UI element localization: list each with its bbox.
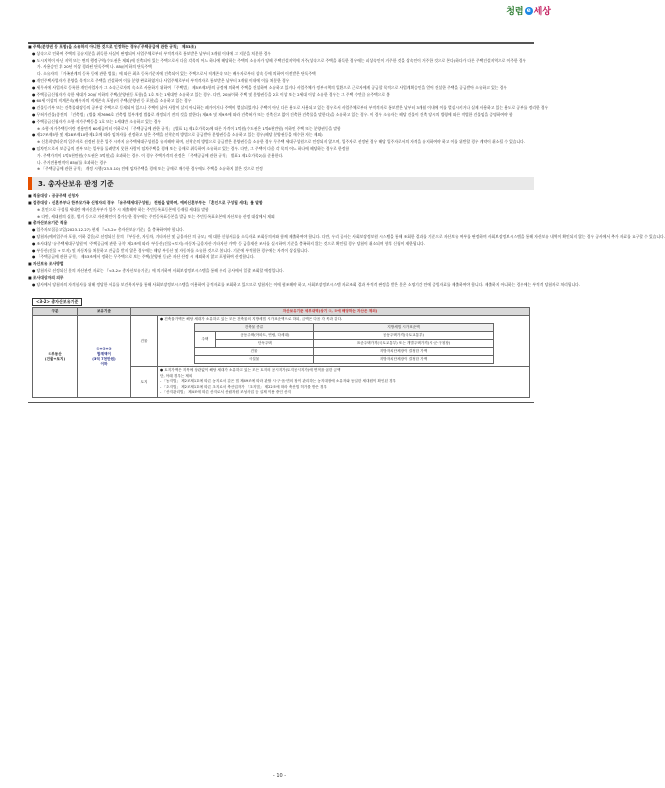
table-header: 자산보유기준 세부내역(상기 ①, ②에 해당하는 자산은 제외) — [131, 308, 530, 316]
text-line: ● 주택공급신청자가 소형·저가주택등을 1호 또는 1세대만 소유하고 있는 경우 — [32, 118, 162, 124]
sub-category-building: 건물 — [131, 316, 158, 367]
text-line: 나. 주거전용면적이 85㎡를 초과하는 경우 — [37, 159, 107, 165]
inner-cell: 표준주택가격(국토교통부) 또는 개별주택가격(시·군·구청장) — [314, 340, 493, 348]
logo-text-2: 세상 — [533, 7, 551, 17]
text-line: ● 당첨자(예비입주자 포함, 이하 같음)로 선정되신 분의 『부동산, 자동차, 기타자산 및 금융자산 의 규모』에 대한 신청서류를 소득자료 조회동의서와 함께 제출하여야 합니다. 다만, 우리 공사는 사회보장정보원 시스템을 통해 조회한 결과를 기준으로 자산보유 여부를 판정하며 사회보장정보시스템을 통해 자산보유 내역이 확인되지 않는 경우 공사에서 추가 자료를 요구할 수 있습니다. — [32, 233, 665, 239]
land-detail-cell — [158, 367, 530, 398]
text-line: ● 60세 이상의 직계존속(배우자의 직계존속 포함)이 주택(분양권 등 포함)을 소유하고 있는 경우 — [32, 98, 192, 104]
asset-table — [32, 307, 530, 398]
text-line: ● 제27조제5항 및 제28조제10항제1호에 따라 임차자를 선정하고 남은 주택을 선착순의 방법으로 공급받아 분양권등을 소유하고 있는 경우(해당 분양권등을 매수한 자는 제외) — [32, 132, 323, 138]
text-line: ● 당사에서 당첨자의 자격심사를 위해 정당한 서류를 보건복지부를 통해 사회보장정보시스템을 이용하여 공적자료를 조회하고 있으므로 당첨자는 이에 협조해야 하고, 사회보장정보시스템 자료조회 결과 부적격 판정을 받은 분은 소명기간 안에 증빙자료를 제출하여야 합니다. 제출하지 아니하는 경우에는 부적격 당첨자로 처리됩니다. — [32, 281, 580, 287]
section-number: 3. — [38, 179, 46, 188]
building-note: ● 건축물가액은 해당 세대가 소유하고 있는 모든 건축물의 지방세법 시가표준액으로 하되, 금액은 다음 각 목과 같다. — [160, 317, 343, 322]
text-line: ※ 신혼희망타운의 입주자로 선정된 분은 입주 시까지 유주택세대구성원을 유지해야 하며, 선착순의 방법으로 공급받은 분양권등을 소유한 경우 무주택 세대구성원으로 인정되지 않으며, 입주자로 선정된 경우 해당 입주자로서의 자격을 유지하여야 하고 이를 위반할 경우 계약이 취소될 수 있습니다. — [37, 139, 525, 145]
inner-cell: 지방자치단체장이 결정한 가액 — [314, 356, 493, 364]
text-line: ● 당첨자로 선정되신 분의 자산관련 자료는 『<3-2> 총자산보유기준』에 의거하여 사회보장정보시스템을 통해 우리 공사에서 일괄 조회할 예정입니다. — [32, 267, 284, 273]
land-line: - 「농지법」 제2조제1호에 따른 농지로서 같은 법 제49조에 따라 관할 시·구·읍·면의 장이 관리하는 농지대장에 소유자와 동일한 세대원이 확인된 경우 — [160, 379, 397, 384]
text-line: ● 입주자모집공고일(2023.12.27) 현재 『<3-2> 총자산보유기준』을 충족하여야 합니다. — [32, 227, 184, 233]
inner-header: 지방세법 시가표준액 — [314, 324, 493, 332]
text-line: ● 「주택공급에 관한 규칙」 제53조에서 정하는 무주택으로 보는 주택(분양권 등)은 자산 산정 시 제외하지 않고 포함하여 산정합니다. — [32, 254, 255, 260]
text-line: ※ 소형·저가주택등이란 전용면적 60제곱미터 이하로서 「주택공급에 관한 규칙」 [별표 1] 제1호가목2)에 따른 가격이 1억원(수도권은 1억6천만원) 이하인 주택 또는 분양권등을 말함 — [37, 125, 341, 131]
inner-cell: 단독주택 — [216, 340, 314, 348]
table-header: 구분 — [33, 308, 78, 316]
building-detail-cell — [158, 316, 530, 367]
inner-header: 건축물 종류 — [194, 324, 314, 332]
section-header — [28, 177, 534, 190]
land-line: - 「산지관리법」 제4조에 따른 산지로서 산림자원 조성사업 등 실제 이용 중인 산지 — [160, 390, 291, 395]
land-line: ● 토지가액은 지목에 상관없이 해당 세대가 소유하고 있는 모든 토지의 공시지가(토지공시지가)에 면적을 곱한 금액 — [160, 368, 341, 373]
table-header: 보유기준 — [78, 308, 131, 316]
text-line: 가. 주택가격이 1억5천만원(수도권은 3억원)을 초과하는 경우. 이 경우 주택가격의 산정은 「주택공급에 관한 규칙」 별표1 제1호가목2)를 준용한다. — [37, 152, 284, 158]
text-line: ※ 「주택공급에 관한 규칙」 개정 시행('23.5.10) 전에 임차주택을 경매 또는 공매로 매수한 경우에도 주택을 소유하지 않은 것으로 인정 — [37, 166, 263, 172]
section-title: 총자산보유 판정 기준 — [47, 179, 114, 188]
no-housing-criteria — [28, 44, 549, 173]
inner-cell: 건물 — [194, 348, 314, 356]
logo-text-1: 청렴 — [506, 7, 524, 17]
brand-logo — [506, 4, 551, 17]
inner-cell: 주택 — [194, 332, 216, 348]
text-line: ※ 다만, 세대원의 실종, 별거 등으로 자산확인이 불가능한 경우에는 주민등록표등본을 발급 또는 주민등록표초본에 자산보유 산정 대상에서 제외 — [37, 213, 275, 219]
text-line: ■ 총자산보유기준 적용 — [28, 220, 68, 226]
text-line: ■ 조사대상자의 의무 — [28, 274, 64, 280]
building-value-table — [194, 323, 494, 364]
text-line: ● 건물등기부 또는 건축물대장등의 공부상 주택으로 등재되어 있으나 주택이 낡아 사람이 살지 아니하는 폐가이거나 주택이 멸실되었거나 주택이 아닌 다른 용도로 사용되고 있는 경우로서 사업주체로부터 부적격자로 통보받은 날부터 3개월 이내에 이를 멸실시키거나 실제 사용하고 있는 용도로 공부를 정리한 경우 — [32, 105, 549, 111]
text-line: ● 무허가건물(종전의 「건축법」(법률 제7696호 건축법 일부개정 법률로 개정되기 전의 것을 말한다) 제8조 및 제9조에 따라 건축허가 또는 건축신고 없이 건축한 건축물을 말한다)을 소유하고 있는 경우. 이 경우 소유자는 해당 건물이 건축 당시의 법령에 따른 적법한 건물임을 증명하여야 함 — [32, 111, 513, 117]
asset-criteria-body — [28, 193, 665, 288]
text-line: ● 부동산(건물 + 토지) 및 자동차를 처분하고 잔금을 받지 않은 경우에는 해당 부동산 및 자동차를 소유한 것으로 봄니다. 기준에 부적합한 경우에는 자격이 상실됩니다. — [32, 247, 309, 253]
text-line: ■ 적용대상 : 공공주택 신청자 — [28, 193, 79, 199]
land-line: 단, 아래 경우는 제외 — [160, 373, 193, 378]
inner-cell: 공동주택가격(국토교통부) — [314, 332, 493, 340]
logo-mark-icon: e — [526, 6, 531, 14]
page-number: - 10 - — [272, 773, 287, 779]
inner-cell: 지방자치단체장이 결정한 가액 — [314, 348, 493, 356]
row-group-cell: ①부동산 (건물+토지) — [33, 316, 78, 398]
text-line: ※ 혼인으로 구성될 세대란 예비신혼부부가 입주 시 제출해야 하는 주민등록표등본에 등재될 세대를 말함 — [37, 206, 209, 212]
table-caption: <3-2> 총자산보유기준 — [32, 298, 82, 306]
text-line: ● 조사대상 '유주택세대구성원'이 '주택공급에 관한 규칙' 제2조에 따라 '부동산(건물+토지)·자동차·금융자산·기타자산 가액' 등 금융재산 조사를 실시하여 기준을 충족하지 않는 것으로 확인될 경우 당첨이 취소되며 향후 신청이 제한됩니다. — [32, 240, 426, 246]
text-line: ● 주택공급신청자가 속한 세대가 20㎡ 이하의 주택(분양권등 포함)을 1호 또는 1세대만 소유하고 있는 경우. 다만, 20㎡이하 주택 및 분양권등을 2호 이상 또는 2세대 이상 소유한 경우는 그 주택 수만큼 유주택으로 봄 — [32, 91, 390, 97]
document-page — [28, 42, 665, 403]
criterion-cell: ①+②+③ 합계액이 (3억 7천만원) 이하 — [78, 316, 131, 398]
inner-cell: 공동주택(아파트, 연립, 다세대) — [216, 332, 314, 340]
text-line: ● 상속으로 인하여 주택의 공유지분을 취득한 사실이 판명되어 사업주체로부터 부적격자로 통보받은 날부터 3개월 이내에 그 지분을 처분한 경우 — [32, 50, 271, 56]
land-line: - 「초지법」 제2조제1호에 따른 초지로서 축산업자가 「초지법」 제22조에 따라 축산법 허가를 받은 경우 — [160, 384, 327, 389]
text-line: ● 세무서에 사업자로 등록한 개인사업자가 그 소속근로자의 숙소로 사용하기 위하여 「주택법」 제5조제3항의 규정에 의하여 주택을 건설하여 소유하고 있거나 사업주체가 정부시책의 일환으로 근로자에게 공급할 목적으로 사업계획승인을 얻어 건설한 주택을 공급받아 소유하고 있는 경우 — [32, 84, 507, 90]
text-line: ● 개인주택사업자가 분양을 목적으로 주택을 건설하여 이를 분양 완료하였거나 사업주체로부터 부적격자로 통보받은 날부터 3개월 이내에 이를 처분한 경우 — [32, 77, 290, 83]
text-line: ● 도시지역이 아닌 지역 또는 면의 행정구역(수도권은 제외)에 건축되어 있는 주택으로서 다음 각목의 어느 하나에 해당하는 주택의 소유자가 당해 주택건설지역에 거주(상속으로 주택을 취득한 경우에는 피상속인이 거주한 것을 상속인이 거주한 것으로 본다)하다가 다른 주택건설지역으로 이주한 경우 — [32, 57, 527, 63]
text-line: ■ 자산보유 조사방법 — [28, 261, 64, 267]
sub-category-land: 토지 — [131, 367, 158, 398]
text-line: ■ 검증대상 : 신혼부부나 한부모가족 신청자의 경우 「유주택세대구성원」 전원을 말하며, 예비신혼부부는 「혼인으로 구성될 세대」를 말함 — [28, 199, 263, 205]
text-line: ■ 주택(분양권 등 포함)을 소유하지 아니한 것으로 인정하는 경우(「주택공급에 관한 규칙」 제53조) — [28, 44, 197, 49]
text-line: 다. 소유자의 「가족관계의 등록 등에 관한 법률」에 따른 최초 등록기준지에 건축되어 있는 주택으로서 직계존속 또는 배우자로부터 상속 등에 의하여 이전받은 단독주택 — [37, 71, 316, 77]
text-line: ● 임차인으로서 보증금의 전부 또는 일부를 돌려받지 못한 사람이 임차주택을 경매 또는 공매로 취득하여 소유하고 있는 경우. 다만, 그 주택이 다음 각 목의 어느 하나에 해당하는 경우로 한정함 — [32, 145, 350, 151]
inner-cell: 시설물 — [194, 356, 314, 364]
text-line: 가. 사용승인 후 20년 이상 경과된 단독주택 나. 85㎡이하의 단독주택 — [37, 64, 152, 70]
